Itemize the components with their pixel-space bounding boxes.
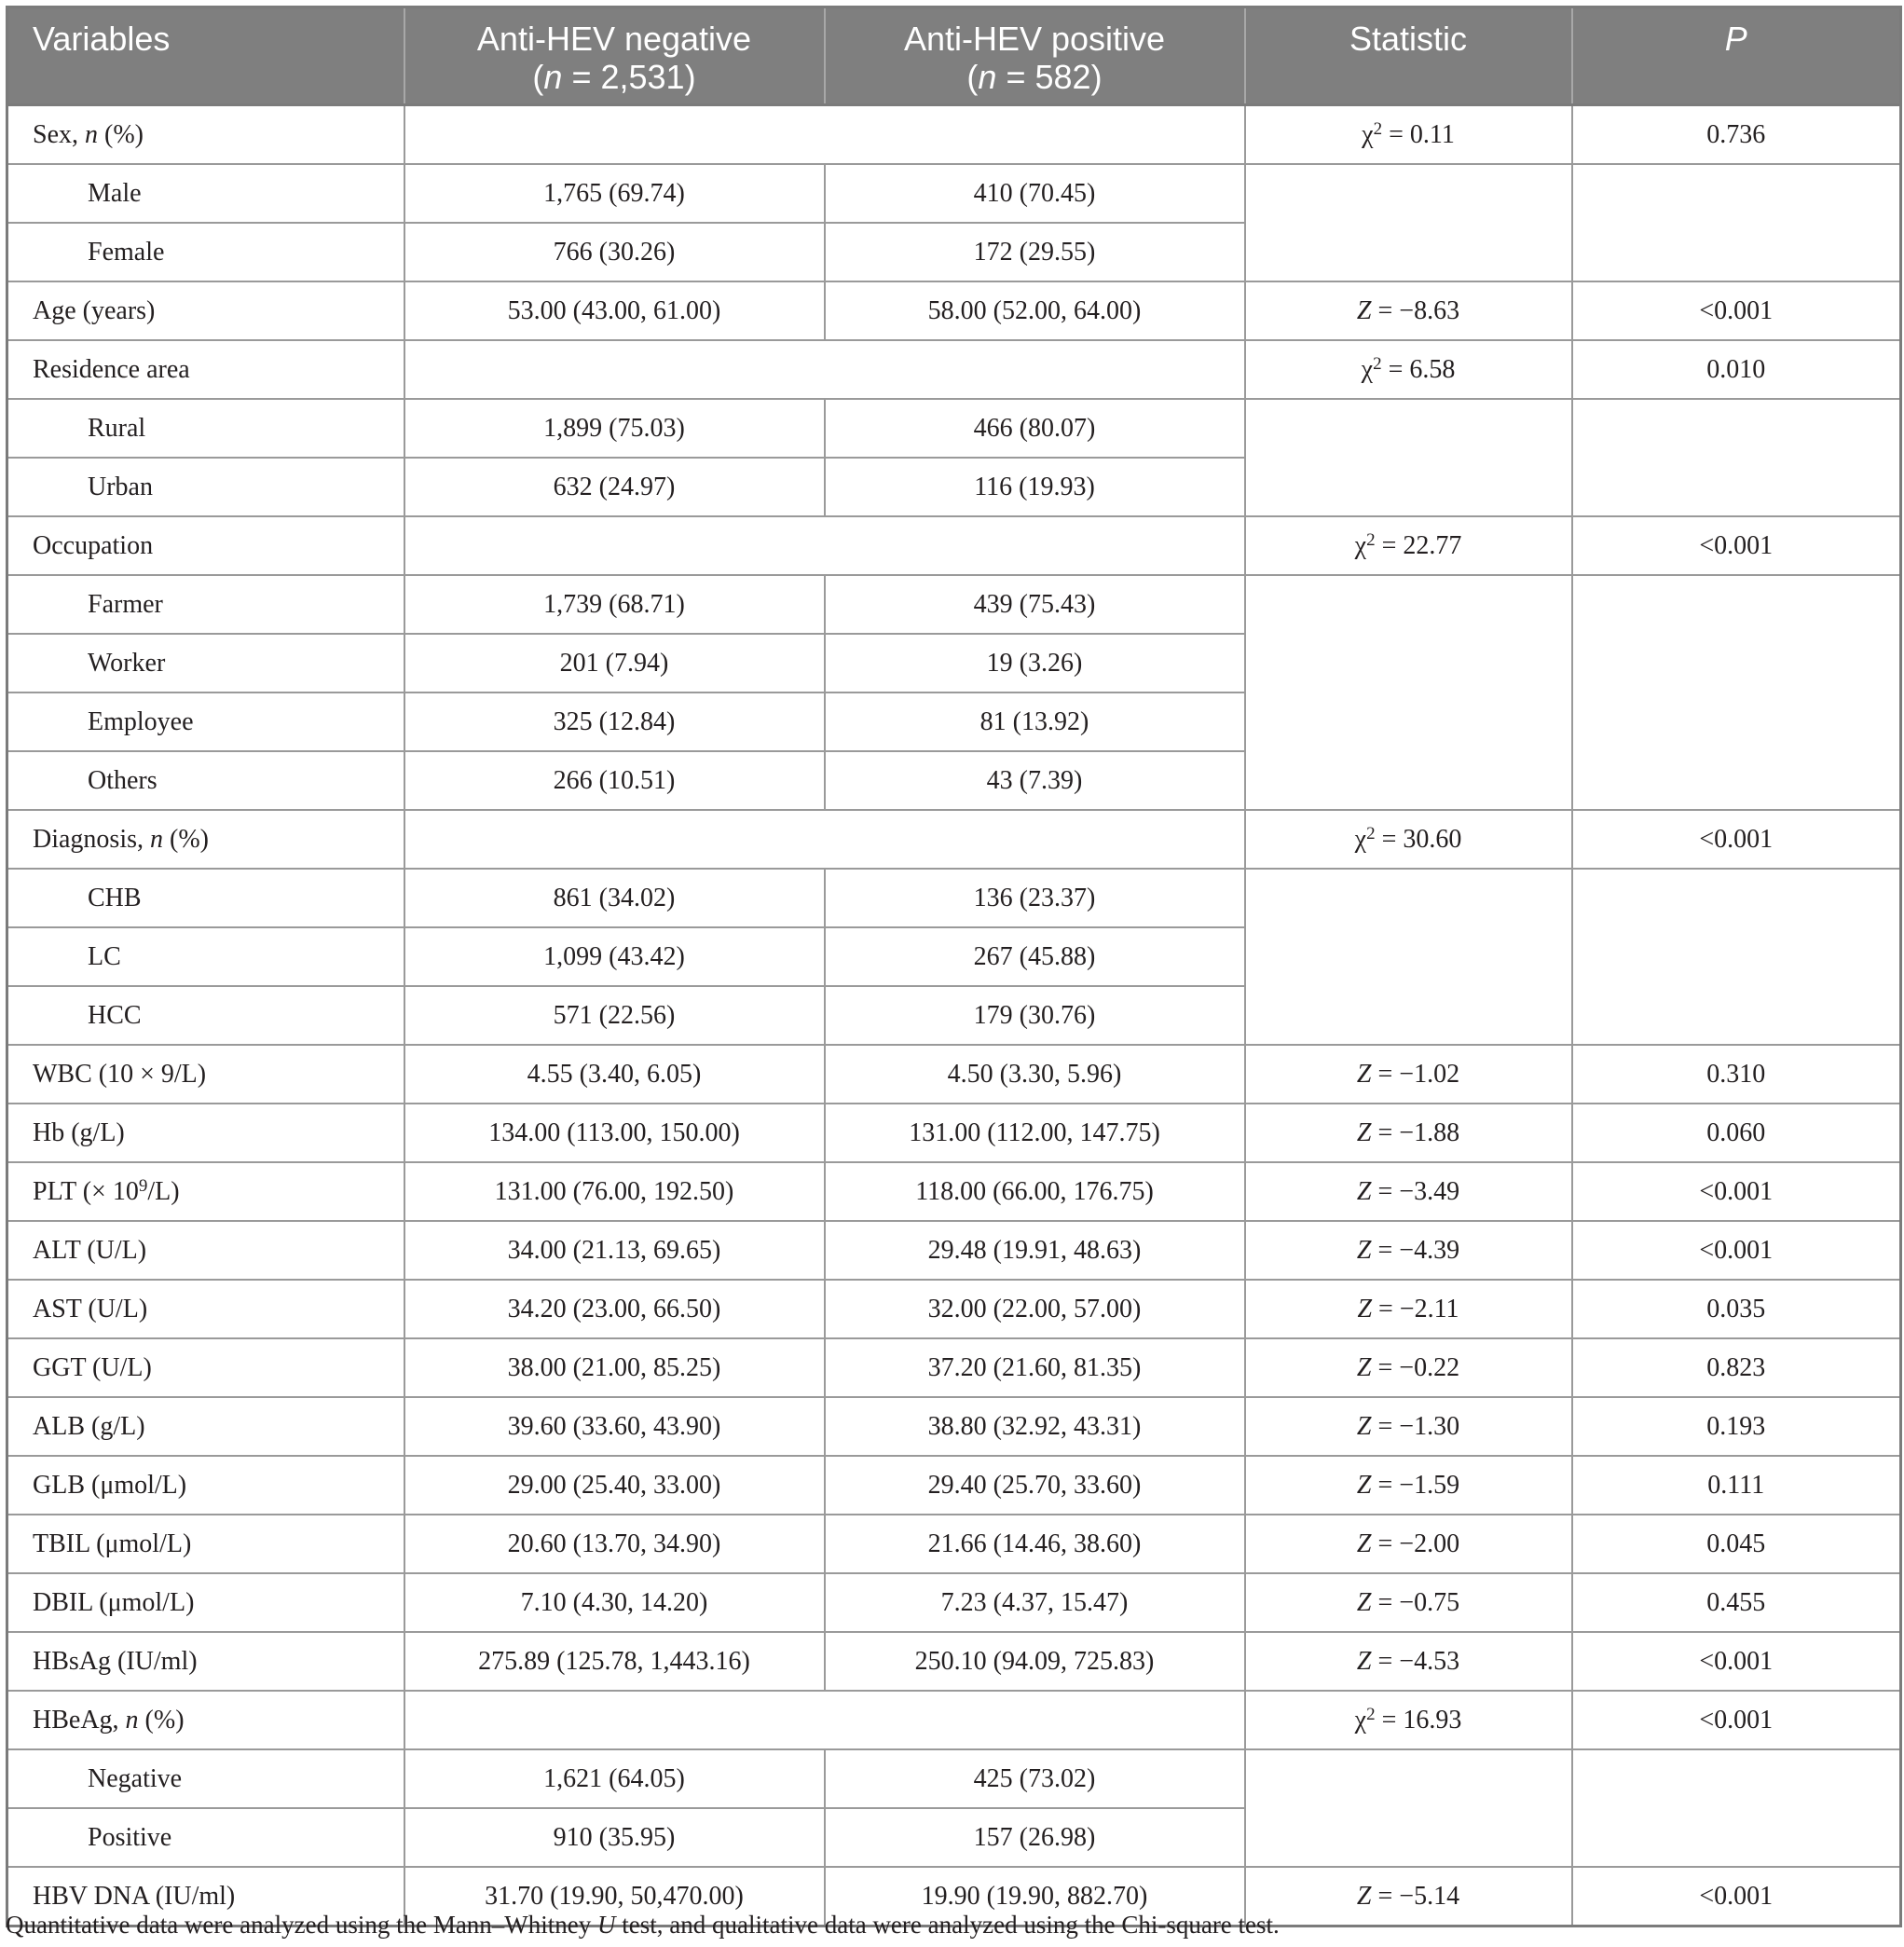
empty-statistic-cell (1245, 164, 1572, 281)
positive-value-cell: 136 (23.37) (825, 869, 1245, 927)
statistic-cell: Z = −4.39 (1245, 1221, 1572, 1280)
negative-value-cell: 632 (24.97) (404, 458, 825, 516)
negative-value-cell: 34.20 (23.00, 66.50) (404, 1280, 825, 1338)
table-row-hbeag-negative (7, 1749, 1901, 1808)
negative-value-cell: 131.00 (76.00, 192.50) (404, 1162, 825, 1221)
positive-value-cell: 29.40 (25.70, 33.60) (825, 1456, 1245, 1515)
negative-value-cell: 4.55 (3.40, 6.05) (404, 1045, 825, 1104)
table-row-ggt (7, 1338, 1901, 1397)
positive-value-cell: 19.90 (19.90, 882.70) (825, 1867, 1245, 1926)
negative-value-cell: 275.89 (125.78, 1,443.16) (404, 1632, 825, 1691)
negative-value-cell: 1,739 (68.71) (404, 575, 825, 634)
negative-value-cell: 39.60 (33.60, 43.90) (404, 1397, 825, 1456)
positive-value-cell: 116 (19.93) (825, 458, 1245, 516)
header-p-value: P (1572, 7, 1901, 105)
variable-label: ALB (g/L) (7, 1397, 404, 1456)
variable-label: HBV DNA (IU/ml) (7, 1867, 404, 1926)
statistic-cell: Z = −1.88 (1245, 1104, 1572, 1162)
statistic-cell: $\chi^2 = 30.60$ (1245, 810, 1572, 869)
variable-label: Hb (g/L) (7, 1104, 404, 1162)
empty-statistic-cell (1245, 1749, 1572, 1867)
table-row-diagnosis (7, 810, 1901, 869)
subcategory-label: Positive (7, 1808, 404, 1867)
table-row-glb (7, 1456, 1901, 1515)
variable-label: Sex, n (%) (7, 105, 404, 165)
statistic-cell: Z = −2.00 (1245, 1515, 1572, 1573)
p-value-cell: 0.060 (1572, 1104, 1901, 1162)
p-value-cell: <0.001 (1572, 810, 1901, 869)
p-value-cell: <0.001 (1572, 1162, 1901, 1221)
positive-value-cell: 179 (30.76) (825, 986, 1245, 1045)
table-row-dbil (7, 1573, 1901, 1632)
table-row-wbc (7, 1045, 1901, 1104)
statistic-cell: Z = −5.14 (1245, 1867, 1572, 1926)
p-value-cell: 0.823 (1572, 1338, 1901, 1397)
empty-cell (404, 340, 1245, 399)
table-row-hbeag (7, 1691, 1901, 1749)
table-row-farmer (7, 575, 1901, 634)
p-value-cell: <0.001 (1572, 1221, 1901, 1280)
negative-value-cell: 266 (10.51) (404, 751, 825, 810)
statistic-cell: $\chi^2 = 0.11$ (1245, 105, 1572, 165)
negative-value-cell: 1,899 (75.03) (404, 399, 825, 458)
negative-value-cell: 7.10 (4.30, 14.20) (404, 1573, 825, 1632)
table-row-occupation (7, 516, 1901, 575)
header-statistic: Statistic (1245, 7, 1572, 105)
table-body (7, 105, 1901, 1926)
empty-statistic-cell (1245, 869, 1572, 1045)
negative-value-cell: 1,621 (64.05) (404, 1749, 825, 1808)
subcategory-label: Male (7, 164, 404, 223)
negative-value-cell: 53.00 (43.00, 61.00) (404, 281, 825, 340)
header-anti-hev-positive: Anti-HEV positive (n = 582) (825, 7, 1245, 105)
statistic-cell: Z = −3.49 (1245, 1162, 1572, 1221)
negative-value-cell: 325 (12.84) (404, 692, 825, 751)
empty-statistic-cell (1245, 575, 1572, 810)
variable-label: ALT (U/L) (7, 1221, 404, 1280)
p-value-cell: 0.010 (1572, 340, 1901, 399)
statistic-cell: Z = −1.30 (1245, 1397, 1572, 1456)
variable-label: PLT (× $10^9/L$) (7, 1162, 404, 1221)
positive-value-cell: 81 (13.92) (825, 692, 1245, 751)
statistic-cell: Z = −8.63 (1245, 281, 1572, 340)
table-row-male (7, 164, 1901, 223)
table-row-residence-area (7, 340, 1901, 399)
positive-value-cell: 172 (29.55) (825, 223, 1245, 281)
variable-label: TBIL (μmol/L) (7, 1515, 404, 1573)
empty-p-value-cell (1572, 1749, 1901, 1867)
negative-value-cell: 766 (30.26) (404, 223, 825, 281)
statistic-cell: $\chi^2 = 22.77$ (1245, 516, 1572, 575)
p-value-cell: 0.035 (1572, 1280, 1901, 1338)
subcategory-label: LC (7, 927, 404, 986)
negative-value-cell: 29.00 (25.40, 33.00) (404, 1456, 825, 1515)
positive-value-cell: 37.20 (21.60, 81.35) (825, 1338, 1245, 1397)
header-anti-hev-negative: Anti-HEV negative (n = 2,531) (404, 7, 825, 105)
negative-value-cell: 910 (35.95) (404, 1808, 825, 1867)
negative-value-cell: 31.70 (19.90, 50,470.00) (404, 1867, 825, 1926)
negative-value-cell: 571 (22.56) (404, 986, 825, 1045)
negative-value-cell: 201 (7.94) (404, 634, 825, 692)
negative-value-cell: 861 (34.02) (404, 869, 825, 927)
variable-label: GGT (U/L) (7, 1338, 404, 1397)
negative-value-cell: 1,099 (43.42) (404, 927, 825, 986)
negative-value-cell: 38.00 (21.00, 85.25) (404, 1338, 825, 1397)
empty-cell (404, 1691, 1245, 1749)
positive-value-cell: 32.00 (22.00, 57.00) (825, 1280, 1245, 1338)
statistic-cell: Z = −2.11 (1245, 1280, 1572, 1338)
positive-value-cell: 7.23 (4.37, 15.47) (825, 1573, 1245, 1632)
p-value-cell: 0.111 (1572, 1456, 1901, 1515)
subcategory-label: Female (7, 223, 404, 281)
positive-value-cell: 19 (3.26) (825, 634, 1245, 692)
table-row-sex (7, 105, 1901, 165)
subcategory-label: Employee (7, 692, 404, 751)
p-value-cell: 0.455 (1572, 1573, 1901, 1632)
empty-p-value-cell (1572, 575, 1901, 810)
positive-value-cell: 118.00 (66.00, 176.75) (825, 1162, 1245, 1221)
statistic-cell: Z = −1.59 (1245, 1456, 1572, 1515)
statistic-cell: Z = −0.22 (1245, 1338, 1572, 1397)
p-value-cell: 0.736 (1572, 105, 1901, 165)
positive-value-cell: 466 (80.07) (825, 399, 1245, 458)
empty-cell (404, 810, 1245, 869)
header-variables: Variables (7, 7, 404, 105)
variable-label: HBsAg (IU/ml) (7, 1632, 404, 1691)
negative-value-cell: 34.00 (21.13, 69.65) (404, 1221, 825, 1280)
variable-label: Age (years) (7, 281, 404, 340)
table-header (7, 7, 1901, 105)
table-row-alb (7, 1397, 1901, 1456)
statistic-cell: Z = −1.02 (1245, 1045, 1572, 1104)
empty-p-value-cell (1572, 164, 1901, 281)
table-row-hb (7, 1104, 1901, 1162)
table-footnote: Quantitative data were analyzed using the Mann–Whitney U test, and qualitative data were analyzed using the Chi-square test. (6, 1911, 1280, 1939)
p-value-cell: <0.001 (1572, 516, 1901, 575)
empty-p-value-cell (1572, 399, 1901, 516)
p-value-cell: <0.001 (1572, 1632, 1901, 1691)
p-value-cell: <0.001 (1572, 1867, 1901, 1926)
negative-value-cell: 20.60 (13.70, 34.90) (404, 1515, 825, 1573)
table-row-ast (7, 1280, 1901, 1338)
positive-value-cell: 21.66 (14.46, 38.60) (825, 1515, 1245, 1573)
positive-value-cell: 439 (75.43) (825, 575, 1245, 634)
subcategory-label: HCC (7, 986, 404, 1045)
p-value-cell: 0.193 (1572, 1397, 1901, 1456)
results-table (6, 6, 1902, 1927)
subcategory-label: Farmer (7, 575, 404, 634)
table-row-plt (7, 1162, 1901, 1221)
positive-value-cell: 410 (70.45) (825, 164, 1245, 223)
table-row-tbil (7, 1515, 1901, 1573)
empty-cell (404, 105, 1245, 165)
variable-label: Diagnosis, n (%) (7, 810, 404, 869)
positive-value-cell: 43 (7.39) (825, 751, 1245, 810)
positive-value-cell: 29.48 (19.91, 48.63) (825, 1221, 1245, 1280)
negative-value-cell: 1,765 (69.74) (404, 164, 825, 223)
variable-label: HBeAg, n (%) (7, 1691, 404, 1749)
p-value-cell: <0.001 (1572, 1691, 1901, 1749)
positive-value-cell: 4.50 (3.30, 5.96) (825, 1045, 1245, 1104)
subcategory-label: Negative (7, 1749, 404, 1808)
subcategory-label: CHB (7, 869, 404, 927)
positive-value-cell: 58.00 (52.00, 64.00) (825, 281, 1245, 340)
results-table-container (6, 6, 1899, 1927)
table-row-alt (7, 1221, 1901, 1280)
positive-value-cell: 425 (73.02) (825, 1749, 1245, 1808)
variable-label: DBIL (μmol/L) (7, 1573, 404, 1632)
positive-value-cell: 157 (26.98) (825, 1808, 1245, 1867)
statistic-cell: Z = −0.75 (1245, 1573, 1572, 1632)
variable-label: Residence area (7, 340, 404, 399)
p-value-cell: 0.310 (1572, 1045, 1901, 1104)
header-row (7, 7, 1901, 105)
empty-cell (404, 516, 1245, 575)
table-row-age (7, 281, 1901, 340)
variable-label: AST (U/L) (7, 1280, 404, 1338)
positive-value-cell: 38.80 (32.92, 43.31) (825, 1397, 1245, 1456)
positive-value-cell: 250.10 (94.09, 725.83) (825, 1632, 1245, 1691)
table-row-rural (7, 399, 1901, 458)
subcategory-label: Others (7, 751, 404, 810)
variable-label: WBC (10 × 9/L) (7, 1045, 404, 1104)
variable-label: GLB (μmol/L) (7, 1456, 404, 1515)
subcategory-label: Rural (7, 399, 404, 458)
subcategory-label: Urban (7, 458, 404, 516)
p-value-cell: 0.045 (1572, 1515, 1901, 1573)
subcategory-label: Worker (7, 634, 404, 692)
table-row-hbsag (7, 1632, 1901, 1691)
positive-value-cell: 267 (45.88) (825, 927, 1245, 986)
negative-value-cell: 134.00 (113.00, 150.00) (404, 1104, 825, 1162)
statistic-cell: $\chi^2 = 16.93$ (1245, 1691, 1572, 1749)
p-value-cell: <0.001 (1572, 281, 1901, 340)
positive-value-cell: 131.00 (112.00, 147.75) (825, 1104, 1245, 1162)
variable-label: Occupation (7, 516, 404, 575)
statistic-cell: $\chi^2 = 6.58$ (1245, 340, 1572, 399)
empty-statistic-cell (1245, 399, 1572, 516)
empty-p-value-cell (1572, 869, 1901, 1045)
statistic-cell: Z = −4.53 (1245, 1632, 1572, 1691)
table-row-chb (7, 869, 1901, 927)
